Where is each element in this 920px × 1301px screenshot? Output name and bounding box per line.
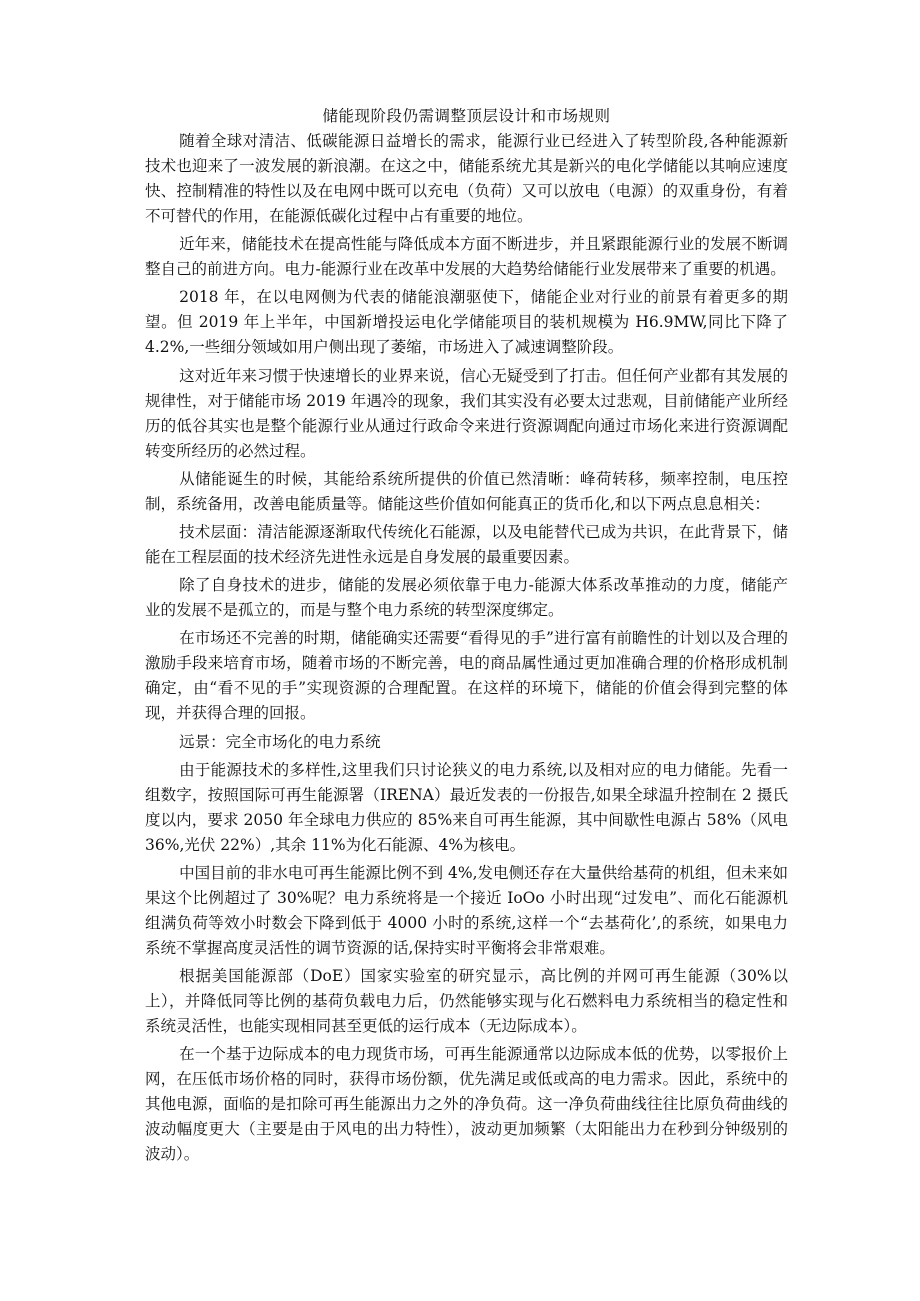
document-page: [145, 104, 788, 1170]
paragraph: 2018 年，在以电网侧为代表的储能浪潮驱使下，储能企业对行业的前景有着更多的期望。但 2019 年上半年，中国新增投运电化学储能项目的装机规模为 H6.9MW,同比下降了 4.2%,一些细分领域如用户侧出现了萎缩，市场进入了减速调整阶段。: [145, 288, 788, 357]
paragraph: 中国目前的非水电可再生能源比例不到 4%,发电侧还存在大量供给基荷的机组，但未来如果这个比例超过了 30%呢？电力系统将是一个接近 IoOo 小时出现“过发电”、而化石能源机组满负荷等效小时数会下降到低于 4000 小时的系统,这样一个“去基荷化’,的系统，如果电力系统不掌握高度灵活性的调节资源的话,保持实时平衡将会非常艰难。: [145, 863, 788, 957]
paragraph: 随着全球对清洁、低碳能源日益增长的需求，能源行业已经进入了转型阶段,各种能源新技术也迎来了一波发展的新浪潮。在这之中，储能系统尤其是新兴的电化学储能以其响应速度快、控制精准的特性以及在电网中既可以充电（负荷）又可以放电（电源）的双重身份，有着不可替代的作用，在能源低碳化过程中占有重要的地位。: [145, 132, 788, 225]
section-heading: 远景：完全市场化的电力系统: [179, 732, 381, 751]
paragraph: 近年来，储能技术在提高性能与降低成本方面不断进步，并且紧跟能源行业的发展不断调整自己的前进方向。电力-能源行业在改革中发展的大趋势给储能行业发展带来了重要的机遇。: [145, 235, 788, 279]
paragraph: 技术层面：清洁能源逐渐取代传统化石能源，以及电能替代已成为共识，在此背景下，储能在工程层面的技术经济先进性永远是自身发展的最重要因素。: [145, 522, 788, 566]
paragraph: 在一个基于边际成本的电力现货市场，可再生能源通常以边际成本低的优势，以零报价上网，在压低市场价格的同时，获得市场份额，优先满足或低或高的电力需求。因此，系统中的其他电源，面临的是扣除可再生能源出力之外的净负荷。这一净负荷曲线往往比原负荷曲线的波动幅度更大（主要是由于风电的出力特性），波动更加频繁（太阳能出力在秒到分钟级别的波动）。: [145, 1045, 788, 1164]
paragraph: 除了自身技术的进步，储能的发展必须依靠于电力-能源大体系改革推动的力度，储能产业的发展不是孤立的，而是与整个电力系统的转型深度绑定。: [145, 576, 788, 620]
document-title: 储能现阶段仍需调整顶层设计和市场规则: [322, 107, 611, 125]
paragraph: 根据美国能源部（DoE）国家实验室的研究显示，高比例的并网可再生能源（30%以上），并降低同等比例的基荷负载电力后，仍然能够实现与化石燃料电力系统相当的稳定性和系统灵活性，也能实现相同甚至更低的运行成本（无边际成本）。: [145, 967, 788, 1036]
paragraph: 这对近年来习惯于快速增长的业界来说，信心无疑受到了打击。但任何产业都有其发展的规律性，对于储能市场 2019 年遇冷的现象，我们其实没有必要太过悲观，目前储能产业所经历的低谷其实也是整个能源行业从通过行政命令来进行资源调配向通过市场化来进行资源调配转变所经历的必然过程。: [145, 366, 788, 460]
paragraph: 在市场还不完善的时期，储能确实还需要“看得见的手”进行富有前瞻性的计划以及合理的激励手段来培育市场，随着市场的不断完善，电的商品属性通过更加准确合理的价格形成机制确定，由“看不见的手”实现资源的合理配置。在这样的环境下，储能的价值会得到完整的体现，并获得合理的回报。: [145, 629, 788, 723]
paragraph: 从储能诞生的时候，其能给系统所提供的价值已然清晰：峰荷转移，频率控制，电压控制，系统备用，改善电能质量等。储能这些价值如何能真正的货币化,和以下两点息息相关：: [145, 469, 788, 513]
paragraph: 由于能源技术的多样性,这里我们只讨论狭义的电力系统,以及相对应的电力储能。先看一组数字，按照国际可再生能源署（IRENA）最近发表的一份报告,如果全球温升控制在 2 摄氏度以内，要求 2050 年全球电力供应的 85%来自可再生能源，其中间歇性电源占 58%（风电 36%,光伏 22%）,其余 11%为化石能源、4%为核电。: [145, 760, 788, 854]
